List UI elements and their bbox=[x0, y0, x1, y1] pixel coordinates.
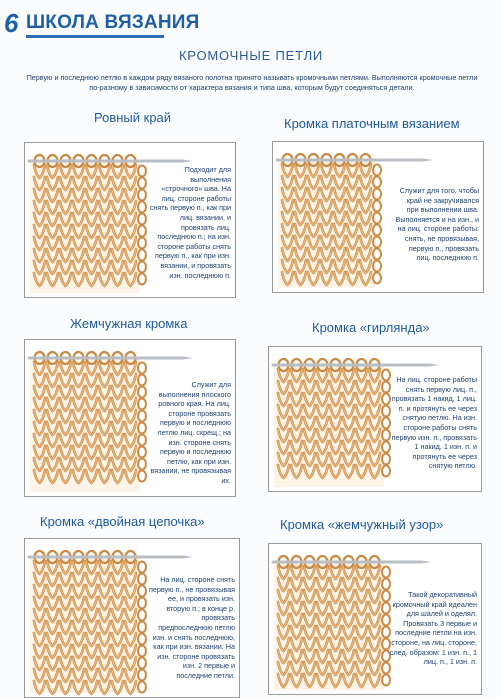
needle-tip bbox=[183, 160, 193, 163]
needle-tip bbox=[183, 556, 193, 559]
section-title-garland-edge: Кромка «гирлянда» bbox=[312, 320, 430, 335]
intro-text: Первую и последнюю петлю в каждом ряду вязаного полотна принято называть кромочными петлями. Выполняются кромочные петли по-разному в зависимости от характера вязания и типа шва, которым будут соединяться детали. bbox=[26, 73, 478, 92]
section-title-pearl-edge: Жемчужная кромка bbox=[70, 316, 188, 331]
chapter-header bbox=[0, 0, 502, 40]
panel-garland-edge bbox=[268, 346, 482, 492]
panel-double-chain-edge bbox=[24, 538, 240, 698]
description-double-chain-edge: На лиц. стороне снять первую п., не провязывая ее, и провязать изн. вторую п.; в конце р. провязать предпоследнюю петлю изн. и снять последнюю, как при изн. вязании. На изн. стороне провязать изн. 2 первые и последние петли. bbox=[149, 575, 235, 680]
chapter-title: ШКОЛА ВЯЗАНИЯ bbox=[26, 12, 200, 33]
description-garter-edge: Служит для того, чтобы край не закручивался при выполнении шва. Выполняется и на изн., и на лиц. стороне работы: снять, не провязывая, первую п., провязать лиц. последнюю п. bbox=[395, 186, 479, 263]
panel-garter-edge bbox=[272, 141, 484, 293]
description-even-edge: Подходит для выполнения «строчного» шва. На лиц. стороне работы снять первую п., как при лиц. вязании, и провязать лиц. последнюю п.; на изн. стороне работы снять первую п., как при изн. вязании, и провязать изн. последнюю п. bbox=[149, 165, 231, 280]
chapter-number: 6 bbox=[4, 8, 19, 38]
needle-tip bbox=[423, 159, 433, 162]
needle-tip bbox=[183, 357, 193, 360]
description-pearl-pattern-edge: Такой декоративный кромочный край идеален для шалей и оделял. Провязать 3 первые и последние петли на изн. стороне, на лиц. стороне, след. образом: 1 изн. п., 1 лиц. п., 1 изн. п. bbox=[389, 590, 477, 667]
section-title-even-edge: Ровный край bbox=[94, 110, 172, 125]
needle-tip bbox=[429, 364, 439, 367]
panel-pearl-edge bbox=[24, 339, 236, 497]
section-title-garter-edge: Кромка платочным вязанием bbox=[284, 116, 460, 131]
description-garland-edge: На лиц. стороне работы снять первую лиц. п., провязать 1 накид, 1 лиц. п. и протянуть ее через снятую петлю. На изн. стороне работы снять первую изн. п., провязать 1 накид, 1 изн. п. и протянуть ее через снятую петлю. bbox=[391, 375, 477, 471]
panel-even-edge bbox=[24, 142, 236, 298]
section-title-pearl-pattern-edge: Кромка «жемчужный узор» bbox=[280, 517, 444, 532]
page-title: КРОМОЧНЫЕ ПЕТЛИ bbox=[178, 48, 324, 63]
panel-pearl-pattern-edge bbox=[268, 543, 482, 695]
chapter-underline bbox=[26, 35, 164, 38]
needle-tip bbox=[421, 561, 431, 564]
description-pearl-edge: Служит для выполнения плоского ровного края. На лиц. стороне провязать первую и последнюю петлю лиц. скрещ.; на изн. стороне снять первую и последнюю петлю, как при изн. вязании, не провязывая их. bbox=[150, 380, 231, 485]
section-title-double-chain-edge: Кромка «двойная цепочка» bbox=[40, 514, 205, 529]
